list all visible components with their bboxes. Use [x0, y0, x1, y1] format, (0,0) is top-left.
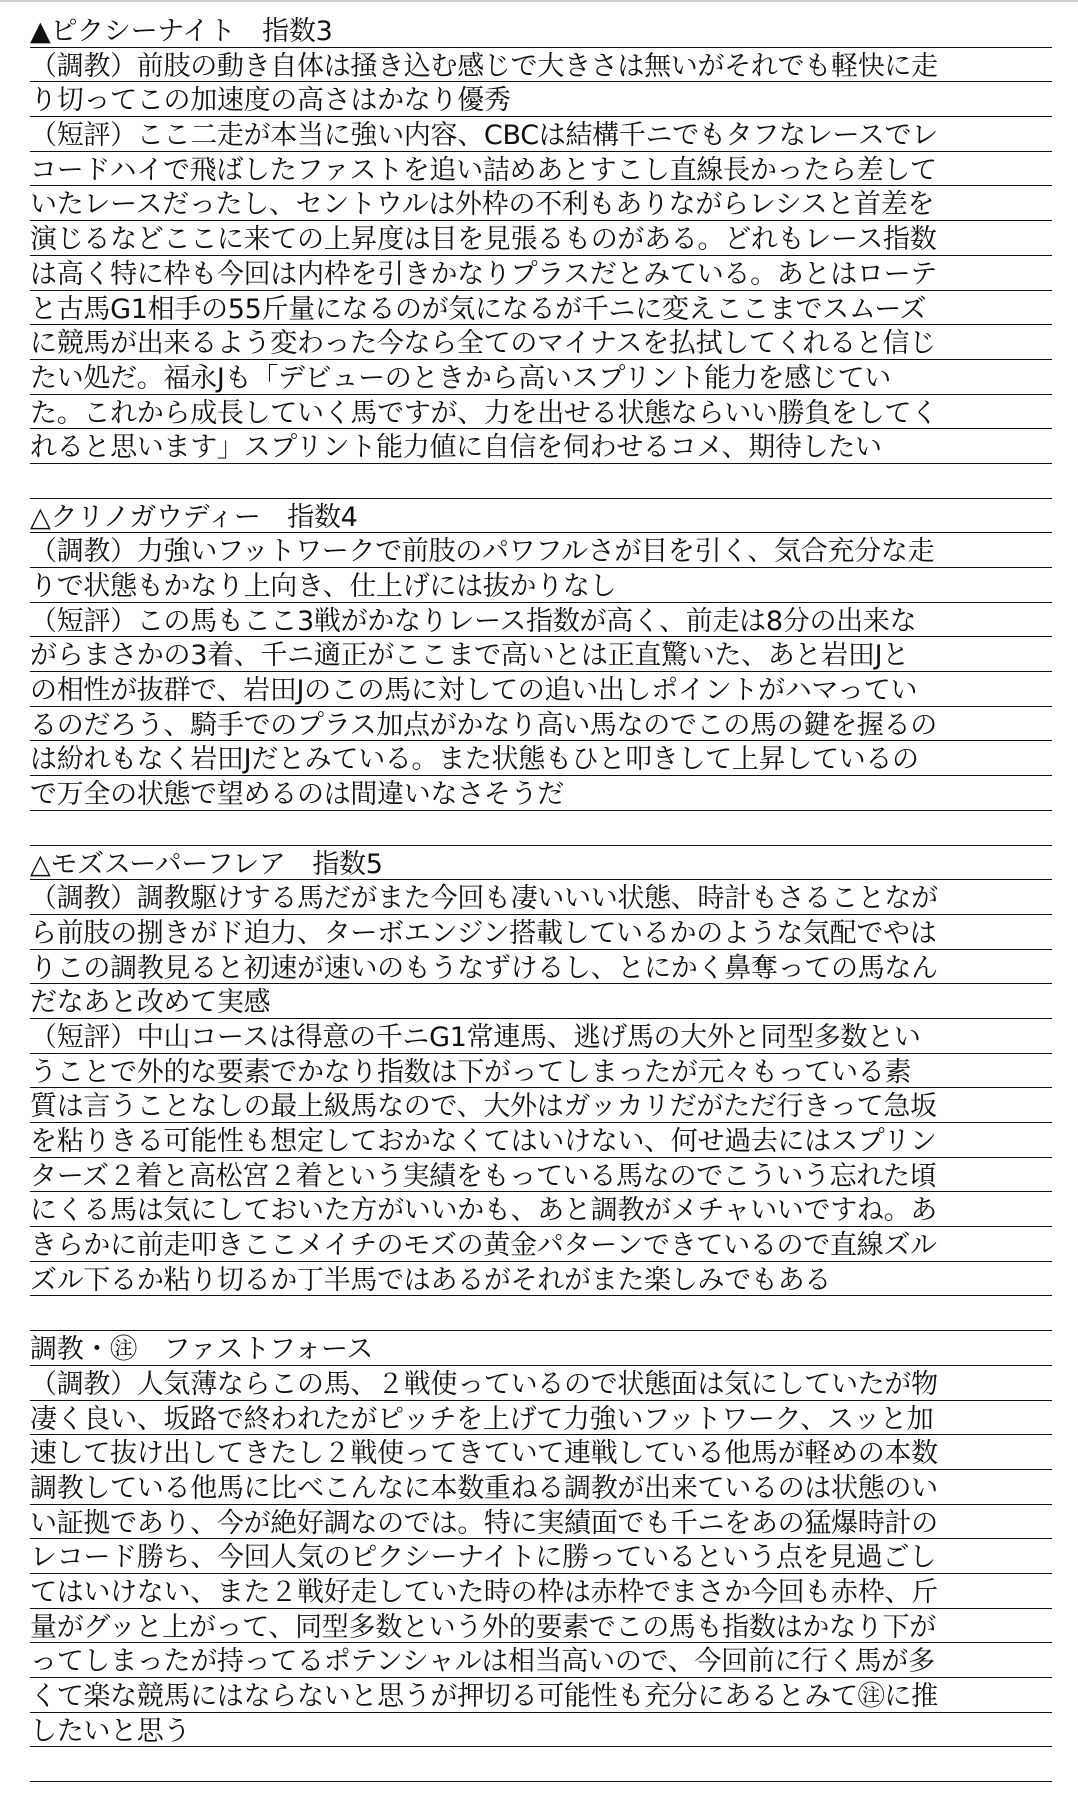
- text-line: てはいけない、また２戦好走していた時の枠は赤枠でまさか今回も赤枠、斤: [30, 1574, 1052, 1609]
- text-line: （調教）人気薄ならこの馬、２戦使っているので状態面は気にしていたが物: [30, 1366, 1052, 1401]
- text-line: の相性が抜群で、岩田Jのこの馬に対しての追い出しポイントがハマってい: [30, 672, 1052, 707]
- text-line: ってしまったが持ってるポテンシャルは相当高いので、今回前に行く馬が多: [30, 1643, 1052, 1678]
- text-line: で万全の状態で望めるのは間違いなさそうだ: [30, 776, 1052, 811]
- text-line: りこの調教見ると初速が速いのもうなずけるし、とにかく鼻奪っての馬なん: [30, 950, 1052, 985]
- end-divider: [30, 1747, 1052, 1782]
- blank-line: [30, 464, 1052, 499]
- text-line: レコード勝ち、今回人気のピクシーナイトに勝っているという点を見過ごし: [30, 1539, 1052, 1574]
- horse-heading: ▲ピクシーナイト 指数3: [30, 13, 1052, 48]
- text-line: ズル下るか粘り切るか丁半馬ではあるがそれがまた楽しみでもある: [30, 1262, 1052, 1297]
- text-line: 量がグッと上がって、同型多数という外的要素でこの馬も指数はかなり下が: [30, 1609, 1052, 1644]
- text-line: くて楽な競馬にはならないと思うが押切る可能性も充分にあるとみて㊟に推: [30, 1678, 1052, 1713]
- horse-heading: 調教・㊟ ファストフォース: [30, 1331, 1052, 1366]
- text-line: い証拠であり、今が絶好調なのでは。特に実績面でも千ニをあの猛爆時計の: [30, 1505, 1052, 1540]
- text-line: は紛れもなく岩田Jだとみている。また状態もひと叩きして上昇しているの: [30, 741, 1052, 776]
- text-line: るのだろう、騎手でのプラス加点がかなり高い馬なのでこの馬の鍵を握るの: [30, 707, 1052, 742]
- text-line: （調教）前肢の動き自体は掻き込む感じで大きさは無いがそれでも軽快に走: [30, 48, 1052, 83]
- text-line: だなあと改めて実感: [30, 984, 1052, 1019]
- text-line: （調教）力強いフットワークで前肢のパワフルさが目を引く、気合充分な走: [30, 533, 1052, 568]
- text-line: にくる馬は気にしておいた方がいいかも、あと調教がメチャいいですね。あ: [30, 1192, 1052, 1227]
- text-line: を粘りきる可能性も想定しておかなくてはいけない、何せ過去にはスプリン: [30, 1123, 1052, 1158]
- text-line: は高く特に枠も今回は内枠を引きかなりプラスだとみている。あとはローテ: [30, 256, 1052, 291]
- text-line: たい処だ。福永Jも「デビューのときから高いスプリント能力を感じてい: [30, 360, 1052, 395]
- text-line: 演じるなどここに来ての上昇度は目を見張るものがある。どれもレース指数: [30, 221, 1052, 256]
- text-line: 速して抜け出してきたし２戦使ってきていて連戦している他馬が軽めの本数: [30, 1435, 1052, 1470]
- text-line: ら前肢の捌きがド迫力、ターボエンジン搭載しているかのような気配でやは: [30, 915, 1052, 950]
- text-line: 質は言うことなしの最上級馬なので、大外はガッカリだがただ行きって急坂: [30, 1088, 1052, 1123]
- text-line: れると思います」スプリント能力値に自信を伺わせるコメ、期待したい: [30, 429, 1052, 464]
- text-line: （短評）中山コースは得意の千ニG1常連馬、逃げ馬の大外と同型多数とい: [30, 1019, 1052, 1054]
- text-line: うことで外的な要素でかなり指数は下がってしまったが元々もっている素: [30, 1054, 1052, 1089]
- text-line: た。これから成長していく馬ですが、力を出せる状態ならいい勝負をしてく: [30, 395, 1052, 430]
- text-line: （短評）この馬もここ3戦がかなりレース指数が高く、前走は8分の出来な: [30, 603, 1052, 638]
- text-line: ターズ２着と高松宮２着という実績をもっている馬なのでこういう忘れた頃: [30, 1158, 1052, 1193]
- horse-heading: △クリノガウディー 指数4: [30, 499, 1052, 534]
- text-line: きらかに前走叩きここメイチのモズの黄金パターンできているので直線ズル: [30, 1227, 1052, 1262]
- text-line: いたレースだったし、セントウルは外枠の不利もありながらレシスと首差を: [30, 186, 1052, 221]
- horse-heading: △モズスーパーフレア 指数5: [30, 846, 1052, 881]
- text-line: と古馬G1相手の55斤量になるのが気になるが千ニに変えここまでスムーズ: [30, 291, 1052, 326]
- text-line: 凄く良い、坂路で終われたがピッチを上げて力強いフットワーク、スッと加: [30, 1401, 1052, 1436]
- top-divider: [0, 0, 1078, 2]
- memo-document[interactable]: [30, 13, 1052, 1782]
- text-line: りで状態もかなり上向き、仕上げには抜かりなし: [30, 568, 1052, 603]
- text-line: に競馬が出来るよう変わった今なら全てのマイナスを払拭してくれると信じ: [30, 325, 1052, 360]
- text-line: したいと思う: [30, 1713, 1052, 1748]
- text-line: がらまさかの3着、千ニ適正がここまで高いとは正直驚いた、あと岩田Jと: [30, 637, 1052, 672]
- text-line: コードハイで飛ばしたファストを追い詰めあとすこし直線長かったら差して: [30, 152, 1052, 187]
- text-line: （調教）調教駆けする馬だがまた今回も凄いいい状態、時計もさることなが: [30, 880, 1052, 915]
- text-line: り切ってこの加速度の高さはかなり優秀: [30, 82, 1052, 117]
- text-line: （短評）ここ二走が本当に強い内容、CBCは結構千ニでもタフなレースでレ: [30, 117, 1052, 152]
- text-line: 調教している他馬に比べこんなに本数重ねる調教が出来ているのは状態のい: [30, 1470, 1052, 1505]
- blank-line: [30, 811, 1052, 846]
- blank-line: [30, 1296, 1052, 1331]
